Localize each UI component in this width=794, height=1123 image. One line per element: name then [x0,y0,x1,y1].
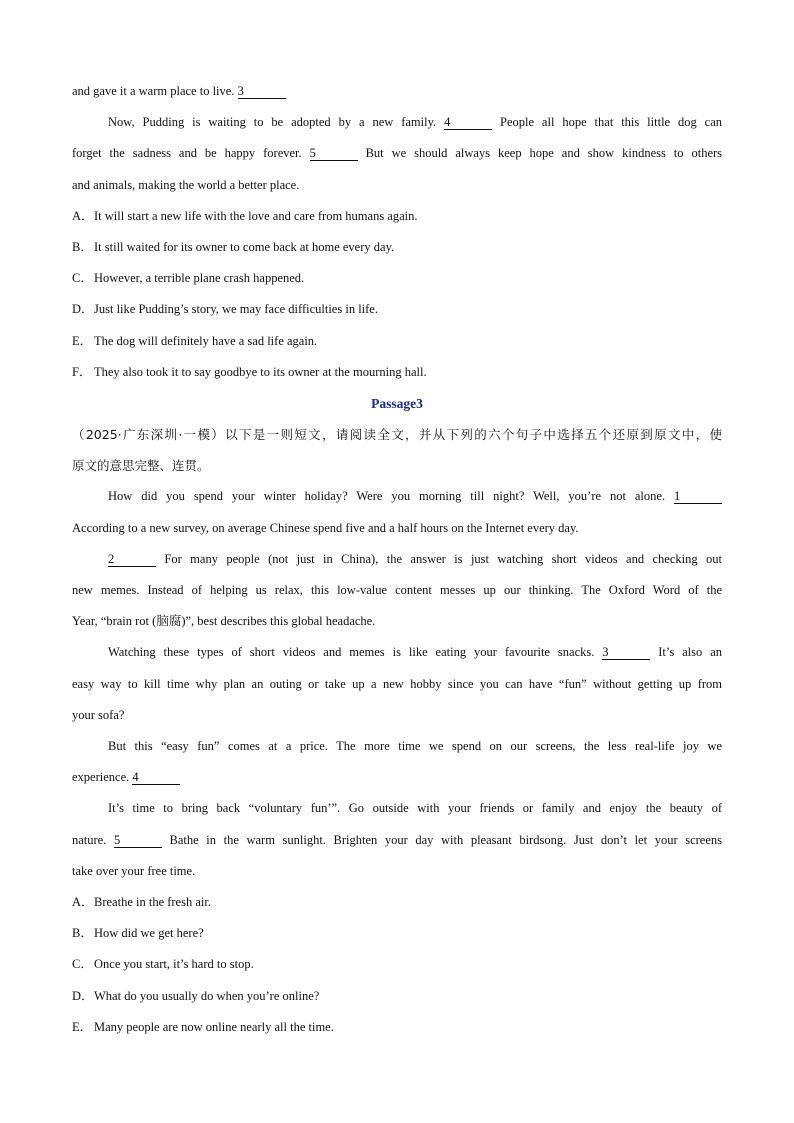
option-text: It will start a new life with the love and care from humans again. [94,208,418,223]
p3-para3-line-2: easy way to kill time why plan an outing or take up a new hobby since you can have “fun” without getting up from [72,676,722,691]
option-key: E． [72,333,93,348]
p3-instruction-line-2: 原文的意思完整、连贯。 [72,458,210,474]
p3-para3-line-3: your sofa? [72,707,125,722]
p3-para1-line-1 [72,481,722,512]
p2-option-d [72,294,722,325]
p3-para4-line-2 [72,762,722,793]
option-text: Once you start, it’s hard to stop. [94,957,254,972]
p3-option-a [72,887,722,918]
option-text: Just like Pudding’s story, we may face difficulties in life. [94,302,378,317]
option-text: They also took it to say goodbye to its owner at the mourning hall. [94,364,427,379]
p2-para-line-2 [72,138,722,169]
p2-end-line [72,76,722,107]
option-key: C． [72,957,93,972]
p2-para-line-3: and animals, making the world a better place. [72,177,300,192]
p3-para3-line-1 [72,637,722,668]
passage-3-title: Passage3 [371,396,423,412]
p2-option-c [72,263,722,294]
p3-para5-line-2 [72,825,722,856]
p3-para2-line-2: new memes. Instead of helping us relax, this low-value content messes up our thinking. The Oxford Word of the [72,583,722,598]
blank-4: 4 [444,115,492,130]
p2-option-e [72,326,722,357]
p3-text: nature. [72,832,107,847]
option-key: C． [72,271,93,286]
p2-text: forget the sadness and be happy forever. [72,146,302,161]
p3-para4-line-1: But this “easy fun” comes at a price. The more time we spend on our screens, the less real-life joy we [108,739,722,754]
blank-2: 2 [108,552,156,567]
p3-option-e [72,1012,722,1043]
page-content [72,76,722,1043]
option-key: B． [72,240,93,255]
option-text: How did we get here? [94,926,204,941]
blank-1: 1 [674,489,722,504]
blank-4: 4 [132,770,180,785]
option-key: F． [72,364,92,379]
option-key: E． [72,1019,93,1034]
p2-text: But we should always keep hope and show kindness to others [365,146,723,161]
blank-5: 5 [310,146,358,161]
p3-text: It’s also an [658,645,723,660]
option-text: It still waited for its owner to come back at home every day. [94,240,395,255]
option-key: D． [72,302,94,317]
blank-5: 5 [114,833,162,848]
option-text: The dog will definitely have a sad life again. [94,333,318,348]
option-key: A． [72,208,94,223]
p3-text: experience. [72,770,130,785]
option-key: D． [72,988,94,1003]
option-key: B． [72,926,93,941]
p2-end-text: and gave it a warm place to live. [72,84,235,98]
p2-option-b [72,232,722,263]
p2-text: Now, Pudding is waiting to be adopted by a new family. [108,115,437,130]
p3-para5-line-3: take over your free time. [72,863,196,878]
p3-para1-line-2: According to a new survey, on average Chinese spend five and a half hours on the Internet every day. [72,520,579,535]
p3-text: How did you spend your winter holiday? Were you morning till night? Well, you’re not alone. [108,489,666,504]
option-text: Many people are now online nearly all the time. [94,1019,334,1034]
p3-text: Watching these types of short videos and memes is like eating your favourite snacks. [108,645,595,660]
p3-option-d [72,981,722,1012]
p2-text: People all hope that this little dog can [500,115,723,130]
p3-option-c [72,949,722,980]
p3-para2-line-1 [72,544,722,575]
option-text: Breathe in the fresh air. [94,895,211,910]
blank-3: 3 [602,645,650,660]
p3-instruction-line-1: （2025·广东深圳·一模）以下是一则短文，请阅读全文，并从下列的六个句子中选择五个还原到原文中，使 [72,427,722,443]
option-key: A． [72,895,94,910]
option-text: However, a terrible plane crash happened. [94,271,305,286]
p2-para-line-1 [72,107,722,138]
p2-option-a [72,201,722,232]
p3-text: For many people (not just in China), the answer is just watching short videos and checking out [164,551,722,566]
p3-text: Bathe in the warm sunlight. Brighten your day with pleasant birdsong. Just don’t let your screens [169,832,722,847]
p3-para5-line-1: It’s time to bring back “voluntary fun’”. Go outside with your friends or family and enjoy the beauty of [108,801,722,816]
p2-option-f [72,357,722,388]
p3-option-b [72,918,722,949]
option-text: What do you usually do when you’re online? [94,988,320,1003]
p3-para2-line-3: Year, “brain rot (脑腐)”, best describes this global headache. [72,614,376,629]
blank-3: 3 [238,84,286,99]
